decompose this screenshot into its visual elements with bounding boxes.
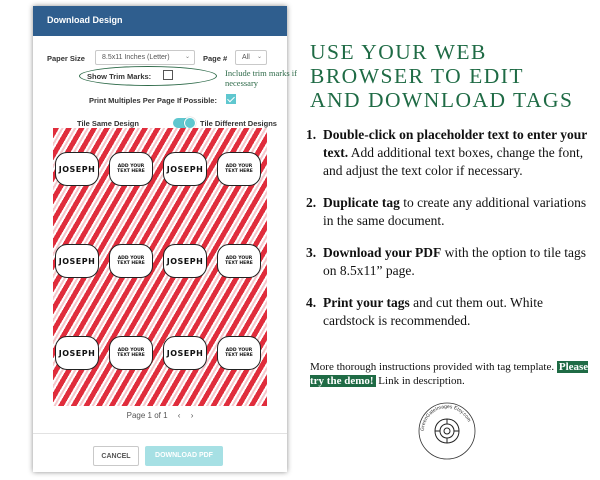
step-item — [306, 126, 596, 180]
tag-name-placeholder[interactable]: JOSEPH — [163, 336, 207, 370]
dialog-title: Download Design — [33, 6, 287, 36]
tile-same-label: Tile Same Design — [77, 119, 139, 128]
next-page-button[interactable]: › — [190, 411, 194, 420]
trim-annotation: Include trim marks if necessary — [225, 68, 297, 88]
shop-logo — [418, 402, 476, 460]
page-number-select[interactable] — [235, 50, 267, 65]
note-text-end: Link in description. — [375, 375, 465, 387]
step-bold: Duplicate tag — [323, 195, 400, 210]
logo-text: GreenGateImages Etsy.com — [419, 403, 472, 432]
tile-mode-toggle[interactable] — [173, 118, 195, 128]
tag-text-placeholder[interactable]: ADD YOUR TEXT HERE — [217, 336, 261, 370]
tag-name-placeholder[interactable]: JOSEPH — [163, 244, 207, 278]
step-text: Add additional text boxes, change the font, and adjust the text color if necessary. — [323, 145, 584, 178]
print-preview — [53, 128, 267, 406]
chevron-down-icon: ⌄ — [184, 54, 190, 60]
footer-divider — [33, 433, 287, 434]
chevron-down-icon: ⌄ — [256, 54, 262, 60]
instructions-heading — [310, 40, 595, 112]
show-trim-label: Show Trim Marks: — [87, 72, 152, 81]
tag-text-placeholder[interactable]: ADD YOUR TEXT HERE — [217, 152, 261, 186]
download-dialog — [33, 6, 297, 472]
step-text: with the option to tile tags on 8.5x11” page. — [323, 245, 587, 278]
heading-line-3: AND DOWNLOAD TAGS — [310, 88, 574, 112]
print-multiples-label: Print Multiples Per Page If Possible: — [89, 96, 217, 105]
step-number: 1. — [306, 127, 317, 142]
tag-text-placeholder[interactable]: ADD YOUR TEXT HERE — [109, 244, 153, 278]
download-pdf-button[interactable]: DOWNLOAD PDF — [145, 446, 223, 466]
tag-name-placeholder[interactable]: JOSEPH — [55, 336, 99, 370]
paper-size-label: Paper Size — [47, 54, 85, 63]
step-item — [306, 294, 596, 330]
step-text: and cut them out. White cardstock is recommended. — [323, 295, 543, 328]
tile-different-label: Tile Different Designs — [200, 119, 277, 128]
step-bold: Double-click on placeholder text to enter your text. — [323, 127, 587, 160]
demo-highlight: Please try the demo! — [310, 361, 589, 387]
prev-page-button[interactable]: ‹ — [177, 411, 181, 420]
paper-size-value: 8.5x11 Inches (Letter) — [102, 54, 170, 61]
page-number-label: Page # — [203, 54, 228, 63]
step-bold: Download your PDF — [323, 245, 442, 260]
paper-size-select[interactable] — [95, 50, 195, 65]
show-trim-checkbox[interactable] — [163, 70, 173, 80]
cancel-button[interactable]: CANCEL — [93, 446, 139, 466]
step-number: 3. — [306, 245, 317, 260]
step-item — [306, 194, 596, 230]
tag-name-placeholder[interactable]: JOSEPH — [163, 152, 207, 186]
tag-text-placeholder[interactable]: ADD YOUR TEXT HERE — [217, 244, 261, 278]
step-item — [306, 244, 596, 280]
demo-note — [310, 360, 595, 388]
page-indicator: Page 1 of 1 — [126, 411, 168, 420]
step-text: to create any additional variations in the same document. — [323, 195, 587, 228]
tag-name-placeholder[interactable]: JOSEPH — [55, 152, 99, 186]
tag-name-placeholder[interactable]: JOSEPH — [55, 244, 99, 278]
heading-line-2: BROWSER TO EDIT — [310, 64, 525, 88]
note-text: More thorough instructions provided with tag template. — [310, 361, 555, 373]
step-number: 4. — [306, 295, 317, 310]
page-number-value: All — [242, 54, 250, 61]
step-number: 2. — [306, 195, 317, 210]
tag-text-placeholder[interactable]: ADD YOUR TEXT HERE — [109, 336, 153, 370]
heading-line-1: USE YOUR WEB — [310, 40, 487, 64]
print-multiples-checkbox[interactable] — [226, 94, 236, 104]
pagination — [33, 411, 287, 420]
rose-icon — [435, 419, 459, 443]
step-bold: Print your tags — [323, 295, 410, 310]
tag-text-placeholder[interactable]: ADD YOUR TEXT HERE — [109, 152, 153, 186]
steps-list — [306, 126, 596, 344]
